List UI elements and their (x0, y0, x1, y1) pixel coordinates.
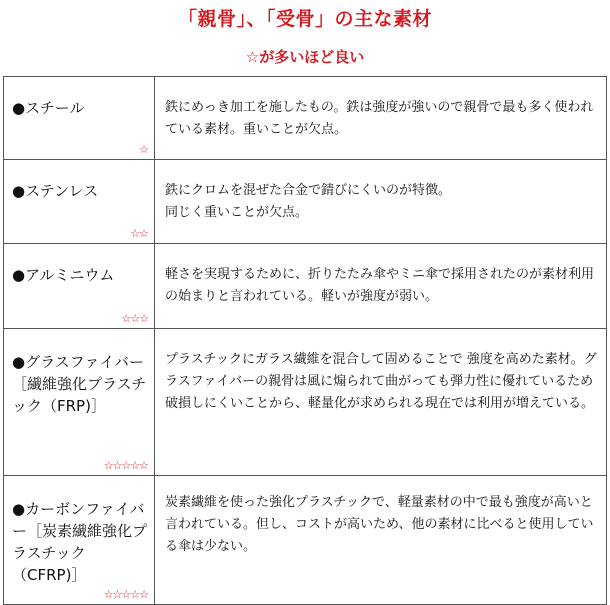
material-description: 軽さを実現するために、折りたたみ傘やミニ傘で採用されたのが素材利用の始まりと言われている。軽いが強度が弱い。 (165, 267, 595, 304)
material-name: ●ステンレス (12, 182, 99, 200)
star-rating: ☆☆☆☆☆ (103, 459, 148, 472)
material-description-cell (155, 329, 607, 476)
page-title: 「親骨」、「受骨」の主な素材 (177, 8, 432, 30)
material-description: 鉄にクロムを混ぜた合金で錆びにくいのが特徴。 同じく重いことが欠点。 (165, 183, 452, 220)
star-rating: ☆ (139, 143, 148, 156)
material-description-cell (155, 160, 607, 244)
rating-legend: ☆が多いほど良い (245, 48, 365, 66)
material-name: ●カーボンファイバー［炭素繊維強化プラスチック（CFRP)］ (12, 500, 148, 584)
table-row (4, 476, 607, 605)
material-name-cell (4, 244, 155, 329)
material-name-cell (4, 476, 155, 605)
material-name-cell (4, 160, 155, 244)
material-description: 鉄にめっき加工を施したもの。鉄は強度が強いので親骨で最も多く使われている素材。重いことが欠点。 (165, 100, 594, 137)
material-description: プラスチックにガラス繊維を混合して固めることで 強度を高めた素材。グラスファイバーの親骨は風に煽られて曲がっても弾力性に優れているため破損しにくいことから、軽量化が求められる現在では利用が増えている。 (165, 352, 597, 411)
table-row (4, 77, 607, 160)
table-row (4, 329, 607, 476)
material-name: ●グラスファイバー［繊維強化プラスチック（FRP)］ (12, 353, 147, 415)
material-description-cell (155, 77, 607, 160)
table-row (4, 244, 607, 329)
material-name: ●アルミニウム (12, 266, 115, 284)
materials-table (3, 76, 607, 605)
star-rating: ☆☆ (130, 227, 148, 240)
table-row (4, 160, 607, 244)
material-description-cell (155, 476, 607, 605)
material-name-cell (4, 77, 155, 160)
star-rating: ☆☆☆ (121, 312, 148, 325)
material-description: 炭素繊維を使った強化プラスチックで、軽量素材の中で最も強度が高いと言われている。但し、コストが高いため、他の素材に比べると使用している傘は少ない。 (165, 495, 594, 554)
material-name-cell (4, 329, 155, 476)
star-rating: ☆☆☆☆☆ (103, 588, 148, 601)
material-name: ●スチール (12, 99, 85, 117)
material-description-cell (155, 244, 607, 329)
